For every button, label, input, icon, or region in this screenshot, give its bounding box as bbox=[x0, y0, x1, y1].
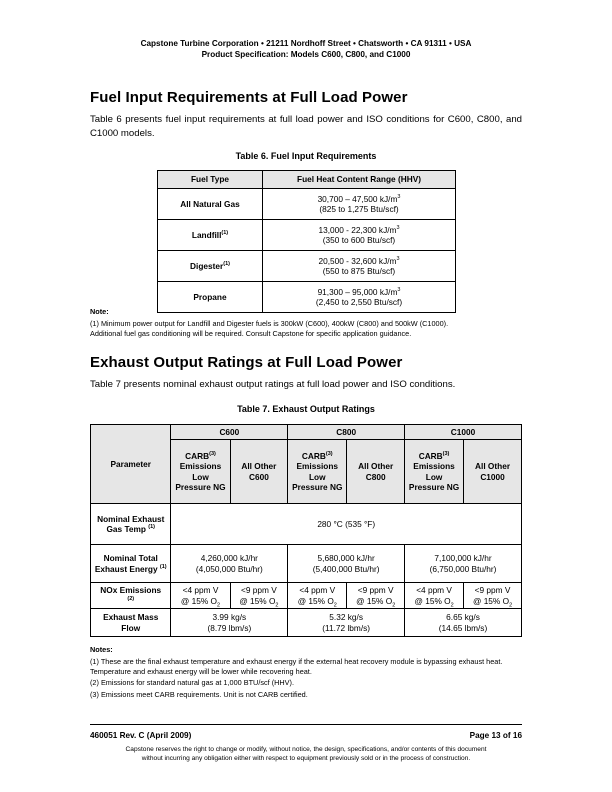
table-row bbox=[158, 251, 456, 282]
col-header-model: C1000 bbox=[405, 425, 522, 440]
header-company-line: Capstone Turbine Corporation • 21211 Nordhoff Street • Chatsworth • CA 91311 • USA bbox=[140, 39, 472, 48]
nox-value-cell: <9 ppm V @ 15% $O_2$ bbox=[464, 583, 522, 609]
table-row bbox=[91, 609, 522, 637]
flow-value-cell: 5.32 kg/s (11.72 lbm/s) bbox=[288, 609, 405, 637]
heat-range-cell: 13,000 - 22,300 $kJ/m^3$ (350 to 600 Btu/scf) bbox=[263, 220, 456, 251]
table-row bbox=[91, 545, 522, 583]
col-header-parameter: Parameter bbox=[91, 425, 171, 504]
col-header-all-other: All Other C600 bbox=[230, 440, 288, 504]
heat-range-cell: 20,500 - 32,600 $kJ/m^3$ (550 to 875 Btu/scf) bbox=[263, 251, 456, 282]
section-title-exhaust-output: Exhaust Output Ratings at Full Load Power bbox=[90, 354, 403, 371]
fuel-type-cell: Landfill$^{(1)}$ bbox=[158, 220, 263, 251]
fuel-type-cell: Propane bbox=[158, 282, 263, 313]
exhaust-table-notes bbox=[90, 645, 522, 700]
energy-value-cell: 7,100,000 kJ/hr (6,750,000 Btu/hr) bbox=[405, 545, 522, 583]
param-label-temp: Nominal Exhaust Gas Temp $^{(1)}$ bbox=[91, 504, 171, 545]
table-row bbox=[91, 583, 522, 609]
fuel-type-cell: All Natural Gas bbox=[158, 189, 263, 220]
temp-value-cell: 280 °C (535 °F) bbox=[171, 504, 522, 545]
page-header bbox=[0, 38, 612, 60]
section-title-fuel-input: Fuel Input Requirements at Full Load Power bbox=[90, 89, 408, 106]
note-item: Additional fuel gas conditioning will be required. Consult Capstone for specific application guidance. bbox=[90, 328, 412, 338]
nox-value-cell: <9 ppm V @ 15% $O_2$ bbox=[347, 583, 405, 609]
note-item: (3) Emissions meet CARB requirements. Unit is not CARB certified. bbox=[90, 690, 308, 700]
footer-doc-id: 460051 Rev. C (April 2009) bbox=[90, 731, 192, 740]
nox-value-cell: <4 ppm V @ 15% $O_2$ bbox=[405, 583, 464, 609]
table-row bbox=[158, 189, 456, 220]
note-item: (1) Minimum power output for Landfill and Digester fuels is 300kW (C600), 400kW (C800) and 500kW (C1000). bbox=[90, 318, 449, 328]
col-header-fuel-type: Fuel Type bbox=[158, 171, 263, 189]
nox-value-cell: <4 ppm V @ 15% $O_2$ bbox=[171, 583, 230, 609]
flow-value-cell: 3.99 kg/s (8.79 lbm/s) bbox=[171, 609, 288, 637]
footer-rule bbox=[90, 724, 522, 725]
nox-value-cell: <9 ppm V @ 15% $O_2$ bbox=[230, 583, 288, 609]
fuel-table-notes bbox=[90, 307, 522, 338]
flow-value-cell: 6.65 kg/s (14.65 lbm/s) bbox=[405, 609, 522, 637]
nox-value-cell: <4 ppm V @ 15% $O_2$ bbox=[288, 583, 347, 609]
header-spec-line: Product Specification: Models C600, C800, and C1000 bbox=[201, 50, 411, 59]
exhaust-intro-paragraph: Table 7 presents nominal exhaust output ratings at full load power and ISO conditions. bbox=[90, 379, 456, 390]
col-header-carb: CARB$^{(3)}$ Emissions Low Pressure NG bbox=[405, 440, 464, 504]
heat-range-cell: 91,300 – 95,000 $kJ/m^3$ (2,450 to 2,550 Btu/scf) bbox=[263, 282, 456, 313]
note-item: (1) These are the final exhaust temperature and exhaust energy if the external heat recovery module is bypassing exhaust heat. Temperature and exhaust energy will be lower while recovering heat. bbox=[90, 656, 503, 676]
col-header-model: C800 bbox=[288, 425, 405, 440]
col-header-model: C600 bbox=[171, 425, 288, 440]
param-label-flow: Exhaust Mass Flow bbox=[91, 609, 171, 637]
table-row bbox=[91, 504, 522, 545]
footer-disclaimer bbox=[90, 745, 522, 763]
param-label-nox: NOx Emissions $^{(2)}$ bbox=[91, 583, 171, 609]
fuel-input-table bbox=[157, 170, 456, 313]
col-header-carb: CARB$^{(3)}$ Emissions Low Pressure NG bbox=[288, 440, 347, 504]
fuel-intro-paragraph: Table 6 presents fuel input requirements at full load power and ISO conditions for C600, C800, and C1000 models. bbox=[90, 114, 522, 139]
heat-range-cell: 30,700 – 47,500 $kJ/m^3$ (825 to 1,275 Btu/scf) bbox=[263, 189, 456, 220]
energy-value-cell: 5,680,000 kJ/hr (5,400,000 Btu/hr) bbox=[288, 545, 405, 583]
exhaust-output-table bbox=[90, 424, 522, 637]
footer-page-number: Page 13 of 16 bbox=[469, 731, 522, 740]
col-header-heat-range: Fuel Heat Content Range (HHV) bbox=[263, 171, 456, 189]
table7-caption: Table 7. Exhaust Output Ratings bbox=[237, 404, 375, 414]
disclaimer-line: without incurring any obligation either with respect to equipment previously sold or in the process of construction. bbox=[141, 755, 471, 762]
col-header-all-other: All Other C800 bbox=[347, 440, 405, 504]
fuel-type-cell: Digester$^{(1)}$ bbox=[158, 251, 263, 282]
disclaimer-line: Capstone reserves the right to change or modify, without notice, the design, specifications, and/or contents of this document bbox=[125, 746, 487, 753]
notes-label: Note: bbox=[90, 307, 109, 316]
col-header-carb: CARB$^{(3)}$ Emissions Low Pressure NG bbox=[171, 440, 230, 504]
notes-label: Notes: bbox=[90, 645, 113, 654]
param-label-energy: Nominal Total Exhaust Energy $^{(1)}$ bbox=[91, 545, 171, 583]
table6-caption: Table 6. Fuel Input Requirements bbox=[235, 151, 377, 161]
col-header-all-other: All Other C1000 bbox=[464, 440, 522, 504]
table-row bbox=[158, 220, 456, 251]
energy-value-cell: 4,260,000 kJ/hr (4,050,000 Btu/hr) bbox=[171, 545, 288, 583]
note-item: (2) Emissions for standard natural gas at 1,000 BTU/scf (HHV). bbox=[90, 678, 294, 688]
